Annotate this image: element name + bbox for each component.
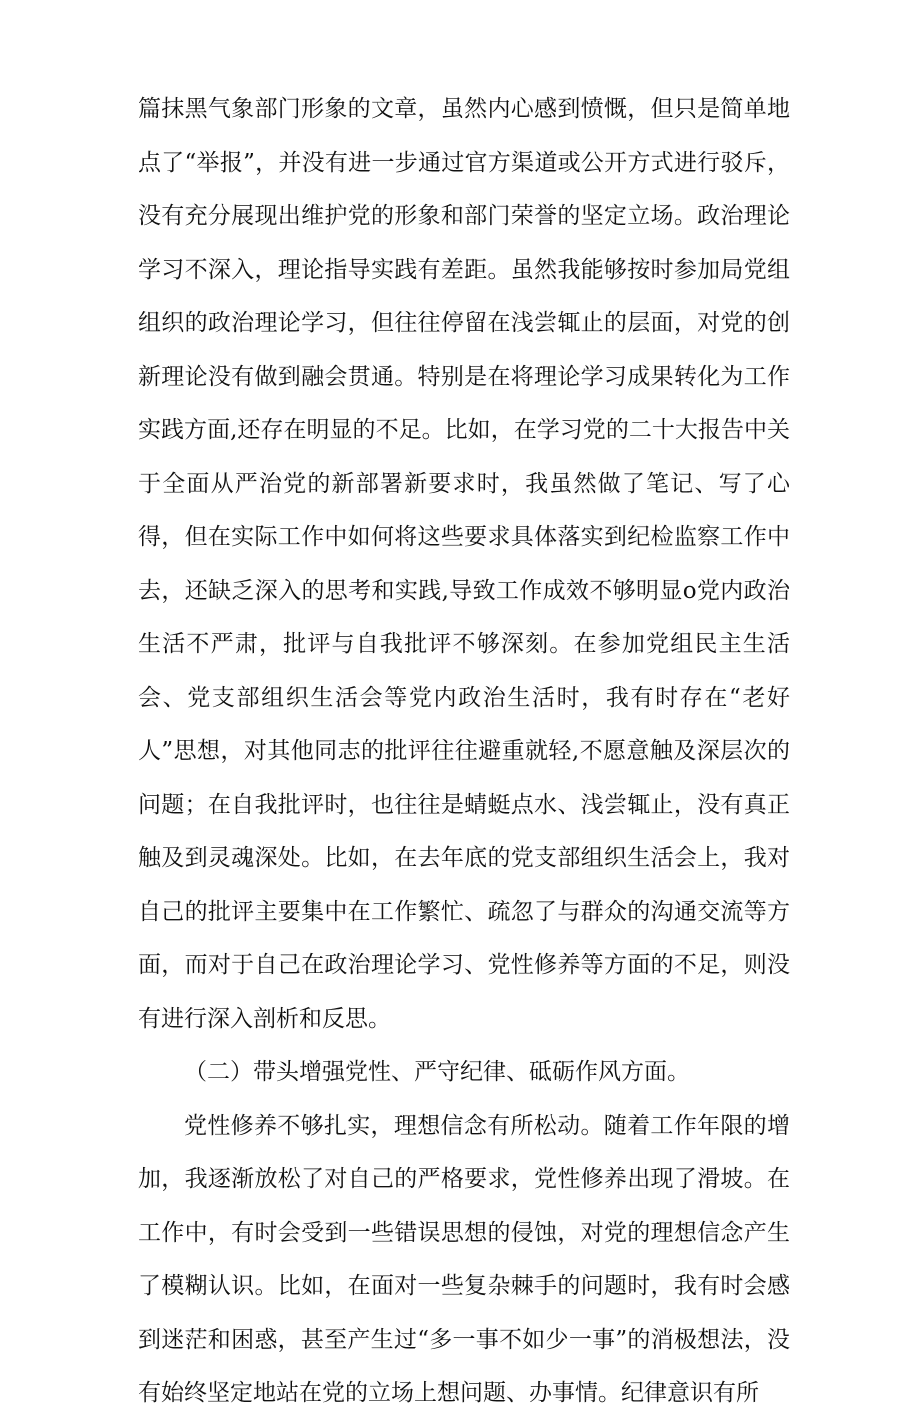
section-heading: （二）带头增强党性、严守纪律、砥砺作风方面。 xyxy=(184,1059,690,1085)
section-paragraph: 党性修养不够扎实，理想信念有所松动。随着工作年限的增加，我逐渐放松了对自己的严格要求，党性修养出现了滑坡。在工作中，有时会受到一些错误思想的侵蚀，对党的理想信念产生了模糊认识。比如，在面对一些复杂棘手的问题时，我有时会感到迷茫和困惑，甚至产生过“多一事不如少一事”的消极想法，没有始终坚定地站在党的立场上想问题、办事情。纪律意识有所 xyxy=(138,1112,790,1406)
body-paragraph: 篇抹黑气象部门形象的文章，虽然内心感到愤慨，但只是简单地点了“举报”，并没有进一步通过官方渠道或公开方式进行驳斥，没有充分展现出维护党的形象和部门荣誉的坚定立场。政治理论学习不深入，理论指导实践有差距。虽然我能够按时参加局党组组织的政治理论学习，但往往停留在浅尝辄止的层面，对党的创新理论没有做到融会贯通。特别是在将理论学习成果转化为工作实践方面,还存在明显的不足。比如，在学习党的二十大报告中关于全面从严治党的新部署新要求时，我虽然做了笔记、写了心得，但在实际工作中如何将这些要求具体落实到纪检监察工作中去，还缺乏深入的思考和实践,导致工作成效不够明显o党内政治生活不严肃，批评与自我批评不够深刻。在参加党组民主生活会、党支部组织生活会等党内政治生活时，我有时存在“老好人”思想，对其他同志的批评往往避重就轻,不愿意触及深层次的问题；在自我批评时，也往往是蜻蜓点水、浅尝辄止，没有真正触及到灵魂深处。比如，在去年底的党支部组织生活会上，我对自己的批评主要集中在工作繁忙、疏忽了与群众的沟通交流等方面，而对于自己在政治理论学习、党性修养等方面的不足，则没有进行深入剖析和反思。 xyxy=(138,96,790,1032)
document-page xyxy=(138,83,790,1421)
